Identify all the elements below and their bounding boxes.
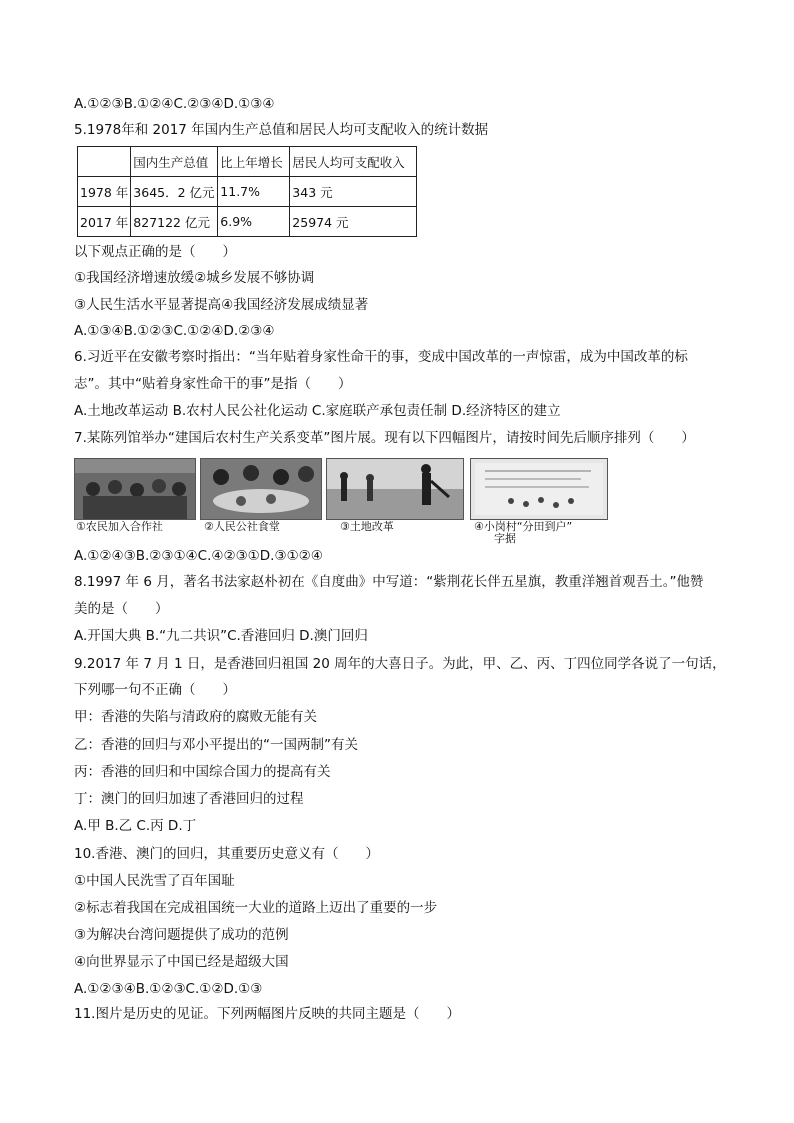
photo-commune-canteen-image [201, 459, 321, 519]
photo-land-reform [326, 458, 464, 520]
q8-stem-line2: 美的是（ ） [74, 601, 169, 617]
q10-stem: 10.香港、澳门的回归，其重要历史意义有（ ） [74, 846, 379, 862]
photo-land-reform-image [327, 459, 463, 519]
q7-options: A.①②④③B.②③①④C.④②③①D.③①②④ [74, 548, 323, 564]
table-cell: 2017 年 [78, 207, 131, 237]
q7-stem: 7.某陈列馆举办“建国后农村生产关系变革”图片展。现有以下四幅图片，请按时间先后顺序排列（ ） [74, 430, 695, 446]
q10-statement-4: ④向世界显示了中国已经是超级大国 [74, 954, 289, 970]
q9-statement-yi: 乙：香港的回归与邓小平提出的“一国两制”有关 [74, 737, 358, 753]
q9-options: A.甲 B.乙 C.丙 D.丁 [74, 818, 197, 834]
q9-statement-ding: 丁：澳门的回归加速了香港回归的过程 [74, 791, 304, 807]
q11-stem: 11.图片是历史的见证。下列两幅图片反映的共同主题是（ ） [74, 1006, 460, 1022]
table-cell: 343 元 [290, 177, 417, 207]
q9-stem-line1: 9.2017 年 7 月 1 日，是香港回归祖国 20 周年的大喜日子。为此，甲、乙、丙、丁四位同学各说了一句话， [74, 656, 726, 672]
table-header-cell [78, 147, 131, 177]
q5-stem: 5.1978年和 2017 年国内生产总值和居民人均可支配收入的统计数据 [74, 122, 489, 138]
q5-ask: 以下观点正确的是（ ） [74, 244, 236, 260]
photo-xiaogang-contract-image [471, 459, 607, 519]
q10-statement-3: ③为解决台湾问题提供了成功的范例 [74, 927, 289, 943]
q8-stem-line1: 8.1997 年 6 月，著名书法家赵朴初在《自度曲》中写道：“紫荆花长伴五星旗，教重洋翘首观吾土。”他赞 [74, 574, 704, 590]
table-header-cell: 居民人均可支配收入 [290, 147, 417, 177]
q10-options: A.①②③④B.①②③C.①②D.①③ [74, 981, 263, 997]
q5-statements-1-2: ①我国经济增速放缓②城乡发展不够协调 [74, 270, 315, 286]
photo-caption: 字据 [494, 532, 516, 545]
q5-options: A.①③④B.①②③C.①②④D.②③④ [74, 323, 275, 339]
q7-photo-strip [74, 458, 614, 544]
table-header-cell: 国内生产总值 [131, 147, 218, 177]
q5-statements-3-4: ③人民生活水平显著提高④我国经济发展成绩显著 [74, 297, 369, 313]
photo-caption: ①农民加入合作社 [76, 520, 163, 533]
photo-commune-canteen [200, 458, 322, 520]
photo-caption: ②人民公社食堂 [204, 520, 280, 533]
q10-statement-2: ②标志着我国在完成祖国统一大业的道路上迈出了重要的一步 [74, 900, 438, 916]
q6-stem-line2: 志”。其中“贴着身家性命干的事”是指（ ） [74, 376, 352, 392]
table-cell: 3645．2 亿元 [131, 177, 218, 207]
table-cell: 827122 亿元 [131, 207, 218, 237]
table-cell: 11.7% [218, 177, 290, 207]
table-cell: 25974 元 [290, 207, 417, 237]
q8-options: A.开国大典 B.“九二共识”C.香港回归 D.澳门回归 [74, 628, 368, 644]
table-cell: 6.9% [218, 207, 290, 237]
table-cell: 1978 年 [78, 177, 131, 207]
q6-options: A.土地改革运动 B.农村人民公社化运动 C.家庭联产承包责任制 D.经济特区的建立 [74, 403, 561, 419]
q9-stem-line2: 下列哪一句不正确（ ） [74, 682, 236, 698]
table-row [78, 207, 417, 237]
q10-statement-1: ①中国人民洗雪了百年国耻 [74, 873, 235, 889]
table-header-row [78, 147, 417, 177]
q9-statement-bing: 丙：香港的回归和中国综合国力的提高有关 [74, 764, 331, 780]
photo-xiaogang-contract [470, 458, 608, 520]
gdp-income-table [77, 146, 417, 237]
photo-cooperative-image [75, 459, 195, 519]
photo-cooperative [74, 458, 196, 520]
photo-caption: ③土地改革 [340, 520, 394, 533]
q9-statement-jia: 甲：香港的失陷与清政府的腐败无能有关 [74, 709, 317, 725]
table-header-cell: 比上年增长 [218, 147, 290, 177]
photo-caption: ④小岗村“分田到户” [474, 520, 573, 533]
q6-stem-line1: 6.习近平在安徽考察时指出：“当年贴着身家性命干的事，变成中国改革的一声惊雷，成为中国改革的标 [74, 349, 688, 365]
q4-options: A.①②③B.①②④C.②③④D.①③④ [74, 96, 275, 112]
table-row [78, 177, 417, 207]
